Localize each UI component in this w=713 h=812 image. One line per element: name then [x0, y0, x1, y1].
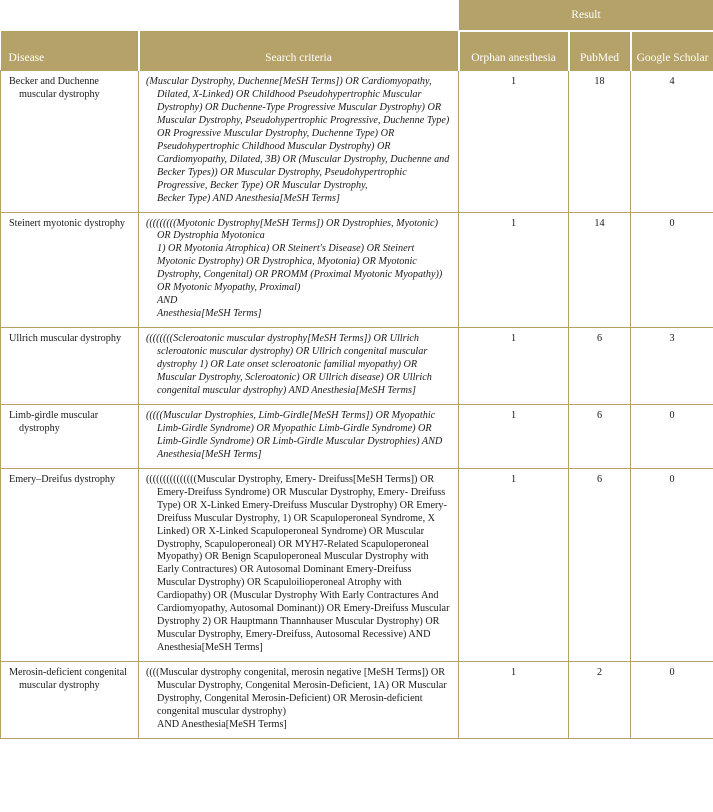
cell-orphan-anesthesia: 1 — [459, 468, 569, 661]
table-row — [1, 662, 713, 739]
cell-orphan-anesthesia: 1 — [459, 212, 569, 328]
table-header-row — [1, 31, 713, 71]
cell-search-criteria — [139, 468, 459, 661]
header-spacer-criteria — [139, 0, 459, 31]
cell-search-criteria — [139, 212, 459, 328]
cell-disease — [1, 71, 139, 213]
header-group-result: Result — [459, 0, 713, 31]
table-row — [1, 404, 713, 468]
table-row — [1, 212, 713, 328]
cell-search-criteria — [139, 328, 459, 405]
cell-disease — [1, 662, 139, 739]
disease-name: Becker and Duchenne muscular dystrophy — [9, 76, 100, 100]
cell-google-scholar: 0 — [631, 468, 713, 661]
column-header-orphan-anesthesia: Orphan anesthesia — [459, 31, 569, 71]
cell-disease — [1, 212, 139, 328]
cell-google-scholar: 4 — [631, 71, 713, 213]
cell-search-criteria — [139, 662, 459, 739]
table-row — [1, 71, 713, 213]
cell-search-criteria — [139, 404, 459, 468]
column-header-disease: Disease — [1, 31, 139, 71]
cell-google-scholar: 3 — [631, 328, 713, 405]
search-criteria-text: (Muscular Dystrophy, Duchenne[MeSH Terms]) OR Cardiomyopathy, Dilated, X-Linked) OR Childhood Pseudohypertrophic Muscular Dystrophy) OR Duchenne-Type Progressive Muscular Dystrophy) OR Muscular Dystrophy, Pseudohypertrophic Progressive, Duchenne Type) OR Progressive Muscular Dystrophy, Duchenne Type) OR Pseudohypertrophic Childhood Muscular Dystrophy) OR Cardiomyopathy, Dilated, 3B) OR (Muscular Dystrophy, Duchenne and Becker Types)) OR Muscular Dystrophy, Pseudohypertrophic Progressive, Becker Type) OR Muscular Dystrophy, Becker Type) AND Anesthesia[MeSH Terms] — [146, 76, 450, 204]
search-criteria-text: (((((((((((((((Muscular Dystrophy, Emery- Dreifuss[MeSH Terms]) OR Emery-Dreifuss Syndrome) OR Muscular Dystrophy, Emery- Dreifuss Type) OR X-Linked Emery-Dreifuss Muscular Dystrophy) OR Emery-Dreifuss Muscular Dystrophy, 1) OR Scapuloperoneal Syndrome, X Linked) OR X-Linked Scapuloperoneal Syndrome) OR Muscular Dystrophy, Scapuloperoneal) OR MYH7-Related Scapuloperoneal Myopathy) OR Benign Scapuloperoneal Muscular Dystrophy with Early Contractures) OR Autosomal Dominant Emery-Dreifuss Muscular Dystrophy) OR Scapuloilioperoneal Atrophy with Cardiopathy) OR (Muscular Dystrophy With Early Contractures And Cardiomyopathy, Autosomal Dominant)) OR Emery-Dreifuss Muscular Dystrophy 2) OR Hauptmann Thannhauser Muscular Dystrophy) OR Muscular Dystrophy, Emery-Dreifuss, Autosomal Recessive) AND Anesthesia[MeSH Terms] — [146, 473, 450, 654]
table-header-group-row — [1, 0, 713, 31]
cell-pubmed: 14 — [569, 212, 631, 328]
cell-pubmed: 18 — [569, 71, 631, 213]
disease-name: Ullrich muscular dystrophy — [9, 333, 122, 345]
cell-orphan-anesthesia: 1 — [459, 662, 569, 739]
disease-name: Emery–Dreifus dystrophy — [9, 473, 116, 485]
cell-orphan-anesthesia: 1 — [459, 328, 569, 405]
table-body — [1, 71, 713, 739]
column-header-search-criteria: Search criteria — [139, 31, 459, 71]
column-header-google-scholar: Google Scholar — [631, 31, 713, 71]
cell-pubmed: 6 — [569, 404, 631, 468]
cell-disease — [1, 468, 139, 661]
cell-disease — [1, 328, 139, 405]
disease-name: Steinert myotonic dystrophy — [9, 217, 126, 229]
cell-google-scholar: 0 — [631, 212, 713, 328]
cell-orphan-anesthesia: 1 — [459, 71, 569, 213]
cell-pubmed: 6 — [569, 328, 631, 405]
cell-google-scholar: 0 — [631, 662, 713, 739]
table-row — [1, 468, 713, 661]
cell-search-criteria — [139, 71, 459, 213]
search-criteria-text: (((((Muscular Dystrophies, Limb-Girdle[MeSH Terms]) OR Myopathic Limb-Girdle Syndrome) OR Myopathic Limb-Girdle Syndrome) OR Limb-Girdle Syndrome) OR Limb-Girdle Muscular Dystrophies) AND Anesthesia[MeSH Terms] — [146, 409, 443, 460]
search-criteria-text: ((((((((Scleroatonic muscular dystrophy[MeSH Terms]) OR Ullrich scleroatonic muscular dystrophy) OR Ullrich congenital muscular dystrophy 1) OR Late onset scleroatonic familial myopathy) OR Muscular Dystrophy, Scleroatonic) OR Ullrich disease) OR Ullrich congenital muscular dystrophy) AND Anesthesia[MeSH Terms] — [146, 333, 432, 396]
header-spacer-disease — [1, 0, 139, 31]
cell-orphan-anesthesia: 1 — [459, 404, 569, 468]
table-row — [1, 328, 713, 405]
column-header-pubmed: PubMed — [569, 31, 631, 71]
search-criteria-text: (((((((((Myotonic Dystrophy[MeSH Terms]) OR Dystrophies, Myotonic) OR Dystrophia Myotonica 1) OR Myotonia Atrophica) OR Steinert's Disease) OR Steinert Myotonic Dystrophy) OR Dystrophica, Myotonia) OR Myotonic Dystrophy, Congenital) OR PROMM (Proximal Myotonic Myopathy)) OR Myotonic Myopathy, Proximal) AND Anesthesia[MeSH Terms] — [146, 217, 443, 320]
disease-name: Merosin-deficient congenital muscular dystrophy — [9, 667, 127, 692]
disease-name: Limb-girdle muscular dystrophy — [9, 409, 99, 434]
cell-pubmed: 6 — [569, 468, 631, 661]
cell-disease — [1, 404, 139, 468]
cell-pubmed: 2 — [569, 662, 631, 739]
table-header — [1, 0, 713, 71]
search-criteria-text: ((((Muscular dystrophy congenital, merosin negative [MeSH Terms]) OR Muscular Dystrophy, Congenital Merosin-Deficient, 1A) OR Muscular Dystrophy, Congenital Merosin-Deficient) OR Merosin-deficient congenital muscular dystrophy) AND Anesthesia[MeSH Terms] — [146, 667, 447, 730]
cell-google-scholar: 0 — [631, 404, 713, 468]
